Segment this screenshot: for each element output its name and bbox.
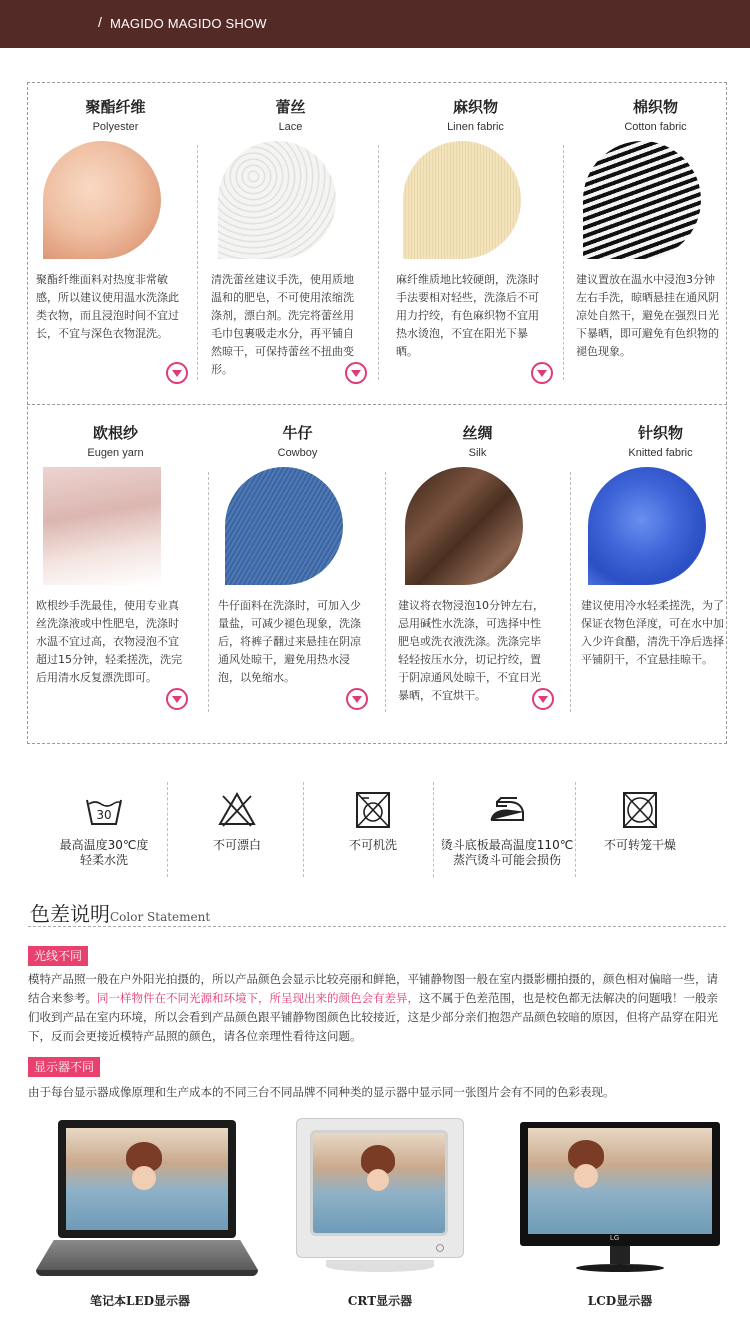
column-divider bbox=[378, 145, 379, 380]
fabric-name-en: Lace bbox=[278, 121, 303, 133]
care-divider bbox=[433, 782, 434, 877]
polyester-swatch bbox=[43, 141, 161, 259]
care-no-bleach bbox=[167, 778, 307, 878]
fabric-card-cotton bbox=[568, 96, 743, 396]
knitted-swatch bbox=[588, 467, 706, 585]
fabric-name: 麻织物 bbox=[452, 98, 498, 116]
care-wash-30 bbox=[34, 778, 174, 878]
fabric-care-text: 建议置放在温水中浸泡3分钟左右手洗，晾晒悬挂在通风阴凉处自然干，避免在强烈日光下暴晒，即可避免有色织物的褪色现象。 bbox=[576, 273, 719, 358]
chevron-down-icon[interactable] bbox=[166, 362, 188, 384]
cotton-swatch bbox=[583, 141, 701, 259]
fabric-name-en: Cowboy bbox=[277, 447, 318, 459]
care-label: 不可转笼干燥 bbox=[603, 838, 676, 852]
lace-swatch bbox=[218, 141, 336, 259]
fabric-card-polyester bbox=[28, 96, 203, 396]
no-tumble-dry-icon bbox=[620, 790, 660, 830]
fabric-card-knitted bbox=[573, 422, 748, 722]
screen-photo bbox=[528, 1128, 712, 1234]
care-label: 不可漂白 bbox=[212, 838, 261, 852]
fabric-care-text: 聚酯纤维面料对热度非常敏感，所以建议使用温水洗涤此类衣物，而且浸泡时间不宜过长，不宜与深色衣物混洗。 bbox=[36, 273, 179, 340]
fabric-name-en: Eugen yarn bbox=[87, 447, 144, 459]
monitor-label: 笔记本LED显示器 bbox=[90, 1294, 190, 1308]
lighting-text-b: 这不属于色差范围，也是校色都无法解决的问题哦！一般亲们收到产品在室内环境，所以会看到产品颜色跟平铺静物图颜色比较接近，这是少部分亲们抱怨产品颜色较暗的原因，但将产品穿在阳光下，反而会更接近模特产品照的颜色，请各位亲理性看待这问题。 bbox=[28, 991, 718, 1043]
section-title-en: Color Statement bbox=[110, 910, 211, 924]
svg-text:30: 30 bbox=[96, 808, 112, 822]
monitor-label: LCD显示器 bbox=[587, 1294, 653, 1308]
fabric-card-lace bbox=[203, 96, 378, 396]
silk-swatch bbox=[405, 467, 523, 585]
fabric-care-text: 欧根纱手洗最佳，使用专业真丝洗涤液或中性肥皂，洗涤时水温不宜过高，衣物浸泡不宜超过15分钟，轻柔搓洗，洗完后用清水反复漂洗即可。 bbox=[36, 599, 182, 684]
fabric-name-en: Knitted fabric bbox=[628, 447, 693, 459]
lcd-monitor bbox=[520, 1122, 720, 1280]
care-iron bbox=[437, 778, 577, 878]
display-paragraph: 由于每台显示器成像原理和生产成本的不同三台不同品牌不同种类的显示器中显示同一张图片会有不同的色彩表现。 bbox=[28, 1085, 615, 1099]
denim-swatch bbox=[225, 467, 343, 585]
fabric-card-cowboy bbox=[210, 422, 385, 722]
section-title-cn: 色差说明 bbox=[30, 902, 110, 926]
laptop-base bbox=[36, 1270, 258, 1276]
no-bleach-icon bbox=[217, 790, 257, 830]
model-face bbox=[132, 1166, 156, 1190]
row-divider bbox=[27, 404, 727, 405]
lg-logo: LG bbox=[610, 1235, 620, 1242]
fabric-name: 聚酯纤维 bbox=[85, 98, 146, 116]
monitor-label: CRT显示器 bbox=[347, 1294, 413, 1308]
fabric-care-text: 建议将衣物浸泡10分钟左右，忌用碱性水洗涤，可选择中性肥皂或洗衣液洗涤。洗涤完毕轻轻按压水分，切记拧绞，置于阴凉通风处晾干，不宜日光暴晒，不宜烘干。 bbox=[398, 599, 544, 702]
lighting-text-a: 模特产品照一般在户外阳光拍摄的，所以产品颜色会显示比较亮丽和鲜艳，平铺静物图一般在室内摄影棚拍摄的，颜色相对偏暗一些，请结合来参考。 bbox=[28, 972, 718, 1005]
fabric-card-silk bbox=[390, 422, 565, 722]
fabric-name: 蕾丝 bbox=[275, 98, 306, 116]
fabric-name-en: Linen fabric bbox=[447, 121, 504, 133]
header-title: MAGIDO MAGIDO SHOW bbox=[110, 16, 267, 31]
care-label: 最高温度30℃度 轻柔水洗 bbox=[59, 838, 149, 867]
power-button[interactable] bbox=[436, 1244, 444, 1252]
fabric-card-eugen-yarn bbox=[28, 422, 203, 722]
no-machine-wash-icon bbox=[353, 790, 393, 830]
header-slash: / bbox=[98, 14, 102, 30]
lighting-text-highlight: 同一样物件在不同光源和环境下，所呈现出来的颜色会有差异， bbox=[97, 991, 419, 1005]
care-no-tumble-dry bbox=[570, 778, 710, 878]
chevron-down-icon[interactable] bbox=[531, 362, 553, 384]
model-face bbox=[574, 1164, 598, 1188]
fabric-care-text: 建议使用冷水轻柔搓洗，为了保证衣物色泽度，可在水中加入少许食醋，清洗干净后选择平铺阴干，不宜悬挂晾干。 bbox=[581, 599, 724, 666]
tag-display: 显示器不同 bbox=[28, 1057, 100, 1077]
lcd-neck bbox=[610, 1246, 630, 1264]
linen-swatch bbox=[403, 141, 521, 259]
column-divider bbox=[570, 472, 571, 712]
section-title bbox=[30, 898, 210, 927]
column-divider bbox=[208, 472, 209, 712]
lcd-stand bbox=[576, 1264, 664, 1272]
care-label: 不可机洗 bbox=[348, 838, 397, 852]
column-divider bbox=[563, 145, 564, 380]
laptop-keyboard bbox=[36, 1240, 258, 1270]
fabric-care-text: 清洗蕾丝建议手洗，使用质地温和的肥皂，不可使用浓缩洗涤剂，漂白剂。洗完将蕾丝用毛巾包裹吸走水分，再平铺自然晾干，可保持蕾丝不扭曲变形。 bbox=[211, 273, 354, 376]
section-divider bbox=[28, 926, 726, 927]
fabric-name-en: Cotton fabric bbox=[624, 121, 687, 133]
fabric-name: 牛仔 bbox=[282, 424, 313, 442]
laptop-monitor bbox=[36, 1120, 258, 1280]
lighting-paragraph bbox=[28, 970, 728, 1046]
chevron-down-icon[interactable] bbox=[166, 688, 188, 710]
tag-lighting: 光线不同 bbox=[28, 946, 88, 966]
fabric-name: 棉织物 bbox=[632, 98, 678, 116]
chevron-down-icon[interactable] bbox=[532, 688, 554, 710]
chevron-down-icon[interactable] bbox=[345, 362, 367, 384]
eugen-yarn-swatch bbox=[43, 467, 161, 585]
screen-photo bbox=[310, 1130, 448, 1236]
fabric-name: 欧根纱 bbox=[92, 424, 138, 442]
fabric-name: 针织物 bbox=[637, 424, 683, 442]
column-divider bbox=[385, 472, 386, 712]
care-no-machine-wash bbox=[303, 778, 443, 878]
iron-icon bbox=[485, 790, 529, 830]
fabric-name-en: Silk bbox=[468, 447, 487, 459]
care-label: 烫斗底板最高温度110℃ 蒸汽烫斗可能会损伤 bbox=[440, 838, 574, 867]
fabric-name-en: Polyester bbox=[92, 121, 139, 133]
crt-stand bbox=[326, 1260, 434, 1272]
chevron-down-icon[interactable] bbox=[346, 688, 368, 710]
crt-monitor bbox=[296, 1118, 464, 1278]
screen-photo bbox=[66, 1128, 228, 1230]
fabric-card-linen bbox=[388, 96, 563, 396]
fabric-care-text: 麻纤维质地比较硬朗，洗涤时手法要相对轻些，洗涤后不可用力拧绞，有色麻织物不宜用热水烫泡，不宜在阳光下暴晒。 bbox=[396, 273, 539, 358]
page-header bbox=[0, 0, 750, 48]
fabric-name: 丝绸 bbox=[462, 424, 493, 442]
wash-30-icon bbox=[84, 790, 124, 830]
model-face bbox=[367, 1169, 389, 1191]
fabric-care-text: 牛仔面料在洗涤时，可加入少量盐，可减少褪色现象，洗涤后，将裤子翻过来悬挂在阴凉通风处晾干，避免用热水浸泡，以免缩水。 bbox=[218, 599, 361, 684]
